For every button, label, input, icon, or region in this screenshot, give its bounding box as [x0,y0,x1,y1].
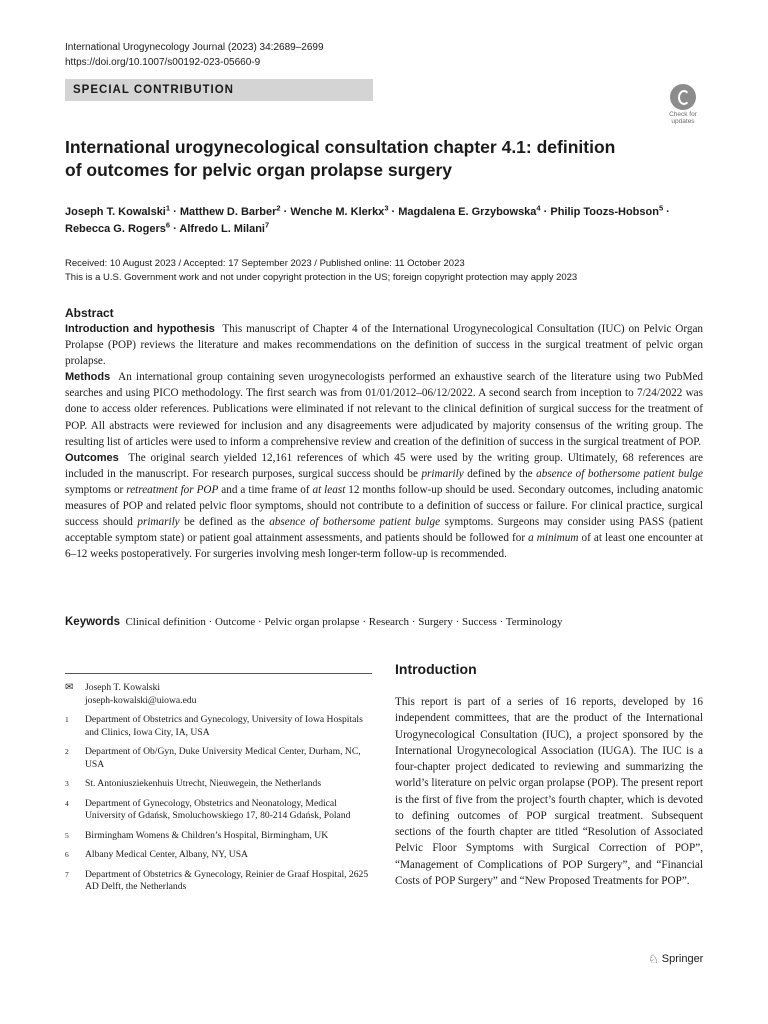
keywords-heading: Keywords [65,616,120,628]
check-updates-icon [670,84,696,110]
affiliation-item: 6 Albany Medical Center, Albany, NY, USA [65,849,248,860]
journal-citation: International Urogynecology Journal (2023) 34:2689–2699 [65,42,324,53]
publication-dates [65,257,705,284]
affiliations-list [65,682,373,901]
doi-link[interactable]: https://doi.org/10.1007/s00192-023-05660-9 [65,57,261,68]
springer-logo-icon: ♘ [648,952,659,966]
abstract-heading: Abstract [65,306,114,320]
publisher-name: Springer [661,953,704,965]
correspondence-email[interactable]: joseph-kowalski@uiowa.edu [85,694,197,706]
correspondence-name: Joseph T. Kowalski [85,682,161,693]
abstract-outcomes: Outcomes The original search yielded 12,161 references of which 45 were used by the writing group. Ultimately, 68 references are included in the manuscript. For research purposes, surgical success should be primarily defined by the absence of bothersome patient bulge symptoms or retreatment for POP and a time frame of at least 12 months follow-up should be used. Secondary outcomes, including anatomic measures of POP and related pelvic floor symptoms, should not contribute to a definition of success or failure. For clinical practice, surgical success should primarily be defined as the absence of bothersome patient bulge symptoms. Surgeons may consider using PASS (patient acceptable symptom state) or patient goal attainment assessments, and patients should be followed for a minimum of at least one encounter at 6–12 weeks postoperatively. For surgeries involving mesh longer-term follow-up is recommended. [65,451,704,561]
author-list: Joseph T. Kowalski$^1$ · Matthew D. Barber$^2$ · Wenche M. Klerkx$^3$ · Magdalena E. Grzybowska$^4$ · Philip Toozs-Hobson$^5$ · Rebecca G. Rogers$^6$ · Alfredo L. Milani$^7$ [65,203,670,235]
article-type-banner [65,79,373,101]
affiliation-item: 3 St. Antoniusziekenhuis Utrecht, Nieuwegein, the Netherlands [65,778,322,789]
affiliation-item: 7 Department of Obstetrics & Gynecology, Reinier de Graaf Hospital, 2625 AD Delft, the Netherlands [65,868,369,892]
abstract-methods: Methods An international group containing seven urogynecologists performed an exhaustive search of the literature using two PubMed searches and using PICO methodology. The first search was from 01/01/2012–06/12/2022. A second search from inception to 7/24/2022 was done to access older references. Publications were eliminated if not relevant to the clinical definition of surgical success for the treatment of POP. All abstracts were reviewed for inclusion and any disagreements were adjudicated by majority consensus of the writing group. The resulting list of articles were used to inform a comprehensive review and creation of the definition of success in the surgical treatment of POP. [65,371,704,448]
author-name[interactable]: Rebecca G. Rogers [65,223,166,235]
abstract-introduction: Introduction and hypothesis This manuscript of Chapter 4 of the International Urogynecological Consultation (IUC) on Pelvic Organ Prolapse (POP) reviews the literature and makes recommendations on the definition of success in the surgical treatment of pelvic organ prolapse. [65,323,703,368]
publication-history: Received: 10 August 2023 / Accepted: 17 September 2023 / Published online: 11 October 2023 [65,258,465,269]
check-for-updates-button[interactable] [664,84,702,125]
author-name[interactable]: Matthew D. Barber [179,206,277,218]
publisher-footer [648,952,703,966]
check-updates-label: Check for updates [669,111,697,125]
author-name[interactable]: Wenche M. Klerkx [290,206,385,218]
article-type-label: SPECIAL CONTRIBUTION [73,84,234,96]
author-name[interactable]: Magdalena E. Grzybowska [398,206,537,218]
keywords-section [65,614,705,630]
journal-header [65,40,324,70]
author-name[interactable]: Philip Toozs-Hobson [550,206,659,218]
article-title: International urogynecological consultation chapter 4.1: definition of outcomes for pelvic organ prolapse surgery [65,137,616,180]
correspondence [65,682,373,707]
abstract-section [65,306,703,562]
introduction-heading: Introduction [395,661,477,677]
author-name[interactable]: Joseph T. Kowalski [65,206,166,218]
footnote-divider [65,673,372,674]
introduction-body: This report is part of a series of 16 reports, developed by 16 independent committees, that are the product of the International Urogynecological Consultation (IUC), a project sponsored by the International Urogynecological Association (IUGA). The IUC is a four-chapter project dedicated to reviewing and summarizing the world’s literature on pelvic organ prolapse (POP). The present report is the first of five from the project’s fourth chapter, which is devoted to defining outcomes of POP surgical treatment. Subsequent sections of the fourth chapter are titled “Resolution of Associated Pelvic Floor Symptoms with Surgical Correction of POP”, “Management of Complications of POP Surgery”, and “Financial Costs of POP Surgery” and “New Proposed Treatments for POP”. [395,696,703,887]
affiliation-item: 4 Department of Gynecology, Obstetrics and Neonatology, Medical University of Gdańsk, Smoluchowskiego 17, 80-214 Gdańsk, Poland [65,797,351,821]
keywords-list: Clinical definition · Outcome · Pelvic organ prolapse · Research · Surgery · Success · Terminology [125,616,563,628]
affiliation-item: 2 Department of Ob/Gyn, Duke University Medical Center, Durham, NC, USA [65,746,361,770]
author-name[interactable]: Alfredo L. Milani [179,223,265,235]
affiliation-item: 1 Department of Obstetrics and Gynecology, University of Iowa Hospitals and Clinics, Iowa City, IA, USA [65,714,363,738]
copyright-notice: This is a U.S. Government work and not under copyright protection in the US; foreign copyright protection may apply 2023 [65,271,578,283]
affiliation-item: 5 Birmingham Womens & Children’s Hospital, Birmingham, UK [65,829,329,841]
envelope-icon: ✉ [65,682,74,693]
